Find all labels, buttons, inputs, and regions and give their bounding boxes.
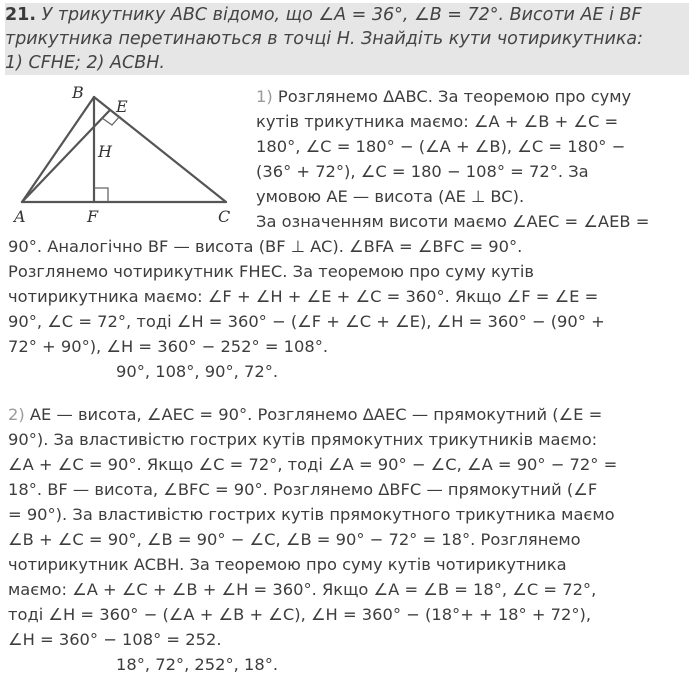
part1-side-line: 180°, ∠C = 180° − (∠A + ∠B), ∠C = 180° − xyxy=(256,137,626,156)
part1-side-line: 1) Розглянемо ΔABC. За теоремою про суму xyxy=(256,87,632,106)
part1-answer: 90°, 108°, 90°, 72°. xyxy=(116,362,279,381)
problem-line-1: 21. У трикутнику ABC відомо, що ∠A = 36°, ∠B = 72°. Висоти AE і BF xyxy=(5,5,642,25)
label-e: E xyxy=(116,97,128,116)
part1-line: Розглянемо чотирикутник FHEC. За теоремою про суму кутів xyxy=(8,262,535,281)
problem-line-2: трикутника перетинаються в точці H. Знайдіть кути чотирикутника: xyxy=(5,29,644,49)
label-a: A xyxy=(14,207,26,226)
problem-line-3: 1) CFHE; 2) ACBH. xyxy=(5,53,165,73)
right-angle-f xyxy=(94,188,108,202)
triangle-diagram xyxy=(6,80,246,230)
part2-line: 2) AE — висота, ∠AEC = 90°. Розглянемо ΔAEC — прямокутний (∠E = xyxy=(8,405,603,424)
label-h: H xyxy=(98,142,112,161)
side-ab xyxy=(22,97,94,202)
problem-number: 21. xyxy=(5,5,37,25)
part1-line: 90°. Аналогічно BF — висота (BF ⊥ AC). ∠BFA = ∠BFC = 90°. xyxy=(8,237,523,256)
side-bc xyxy=(94,97,226,202)
part2-answer: 18°, 72°, 252°, 18°. xyxy=(116,655,279,674)
label-b: B xyxy=(72,83,84,102)
part1-side-line: кутів трикутника маємо: ∠A + ∠B + ∠C = xyxy=(256,112,619,131)
part1-side-line: умовою AE — висота (AE ⊥ BC). xyxy=(256,187,525,206)
part2-marker: 2) xyxy=(8,405,25,424)
problem-statement xyxy=(5,3,689,75)
part1-line: чотирикутника маємо: ∠F + ∠H + ∠E + ∠C = 360°. Якщо ∠F = ∠E = xyxy=(8,287,599,306)
part1-side-line: За означенням висоти маємо ∠AEC = ∠AEB = xyxy=(256,212,650,231)
part1-full-text xyxy=(8,234,605,384)
part2-line: 18°. BF — висота, ∠BFC = 90°. Розглянемо ΔBFC — прямокутний (∠F xyxy=(8,480,598,499)
part2-line: тоді ∠H = 360° − (∠A + ∠B + ∠C), ∠H = 360° − (18°+ + 18° + 72°), xyxy=(8,605,592,624)
label-c: C xyxy=(218,207,231,226)
part1-side-line: (36° + 72°), ∠C = 180 − 108° = 72°. За xyxy=(256,162,589,181)
part2-line: ∠B + ∠C = 90°, ∠B = 90° − ∠C, ∠B = 90° − 72° = 18°. Розглянемо xyxy=(8,530,581,549)
label-f: F xyxy=(87,207,99,226)
right-angle-e xyxy=(102,116,120,125)
part2-line: чотирикутник ACBH. За теоремою про суму кутів чотирикутника xyxy=(8,555,567,574)
part2-text xyxy=(8,402,617,677)
part2-line: 90°). За властивістю гострих кутів прямокутних трикутників маємо: xyxy=(8,430,598,449)
part1-side-text xyxy=(256,84,649,234)
part2-line: ∠H = 360° − 108° = 252. xyxy=(8,630,222,649)
part1-line: 90°, ∠C = 72°, тоді ∠H = 360° − (∠F + ∠C + ∠E), ∠H = 360° − (90° + xyxy=(8,312,605,331)
part2-line: = 90°). За властивістю гострих кутів прямокутного трикутника маємо xyxy=(8,505,615,524)
part1-marker: 1) xyxy=(256,87,273,106)
part2-line: ∠A + ∠C = 90°. Якщо ∠C = 72°, тоді ∠A = 90° − ∠C, ∠A = 90° − 72° = xyxy=(8,455,618,474)
part1-line: 72° + 90°), ∠H = 360° − 252° = 108°. xyxy=(8,337,329,356)
part2-line: маємо: ∠A + ∠C + ∠B + ∠H = 360°. Якщо ∠A = ∠B = 18°, ∠C = 72°, xyxy=(8,580,597,599)
